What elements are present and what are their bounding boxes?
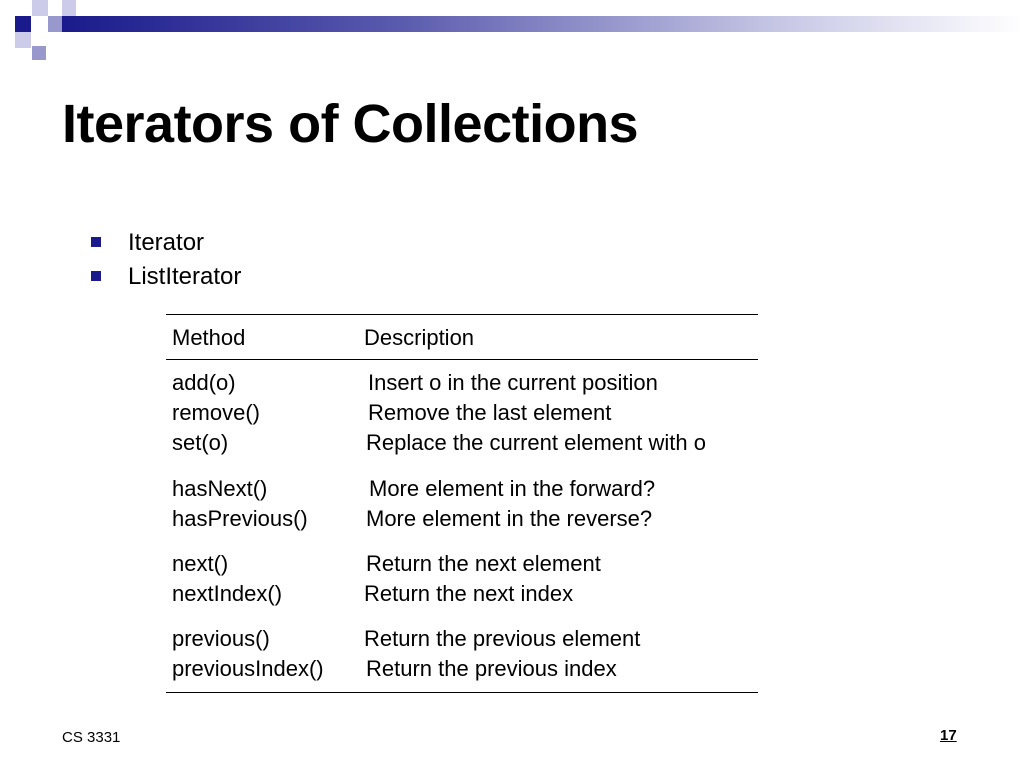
deco-square-icon [32, 0, 48, 16]
method-cell: set(o) [172, 430, 229, 455]
bullet-item [90, 226, 241, 260]
bullet-text: Iterator [128, 229, 205, 256]
description-cell: Remove the last element [368, 400, 612, 425]
method-cell: previous() [172, 626, 270, 651]
description-cell: Return the previous element [364, 626, 641, 651]
table-row [166, 428, 758, 458]
square-bullet-icon [91, 271, 101, 281]
description-cell: Return the next element [366, 551, 601, 576]
method-cell: next() [172, 551, 229, 576]
header-decoration [0, 0, 1024, 64]
slide-title: Iterators of Collections [62, 94, 639, 154]
table-row [166, 368, 758, 398]
table-row [166, 398, 758, 428]
deco-square-icon [15, 32, 31, 48]
method-cell: nextIndex() [172, 581, 283, 606]
table-row [166, 474, 758, 504]
header-description: Description [364, 325, 475, 350]
bullet-list [90, 226, 241, 294]
deco-square-icon [32, 46, 46, 60]
method-cell: previousIndex() [172, 656, 324, 681]
method-cell: remove() [172, 400, 261, 425]
description-cell: Return the next index [364, 581, 574, 606]
table-row [166, 579, 758, 609]
description-cell: Insert o in the current position [368, 370, 658, 395]
deco-square-icon [32, 32, 48, 46]
deco-square-icon [15, 16, 31, 32]
footer-course: CS 3331 [62, 729, 121, 746]
table-row [166, 654, 758, 684]
square-bullet-icon [91, 237, 101, 247]
method-cell: hasNext() [172, 476, 268, 501]
header-method: Method [172, 325, 246, 350]
bullet-text: ListIterator [128, 263, 242, 290]
table-row [166, 549, 758, 579]
method-cell: hasPrevious() [172, 506, 308, 531]
description-cell: More element in the forward? [369, 476, 656, 501]
table-row [166, 504, 758, 534]
bullet-item [90, 260, 241, 294]
methods-table [166, 314, 758, 693]
description-cell: More element in the reverse? [366, 506, 653, 531]
page-number: 17 [940, 727, 957, 744]
description-cell: Return the previous index [366, 656, 617, 681]
description-cell: Replace the current element with o [366, 430, 706, 455]
header-gradient-bar [62, 16, 1024, 32]
table-row [166, 624, 758, 654]
table-body [166, 360, 758, 692]
table-bottom-rule [166, 692, 758, 693]
deco-square-icon [62, 0, 76, 16]
method-cell: add(o) [172, 370, 236, 395]
deco-square-icon [48, 16, 62, 32]
table-header-row [166, 315, 758, 359]
